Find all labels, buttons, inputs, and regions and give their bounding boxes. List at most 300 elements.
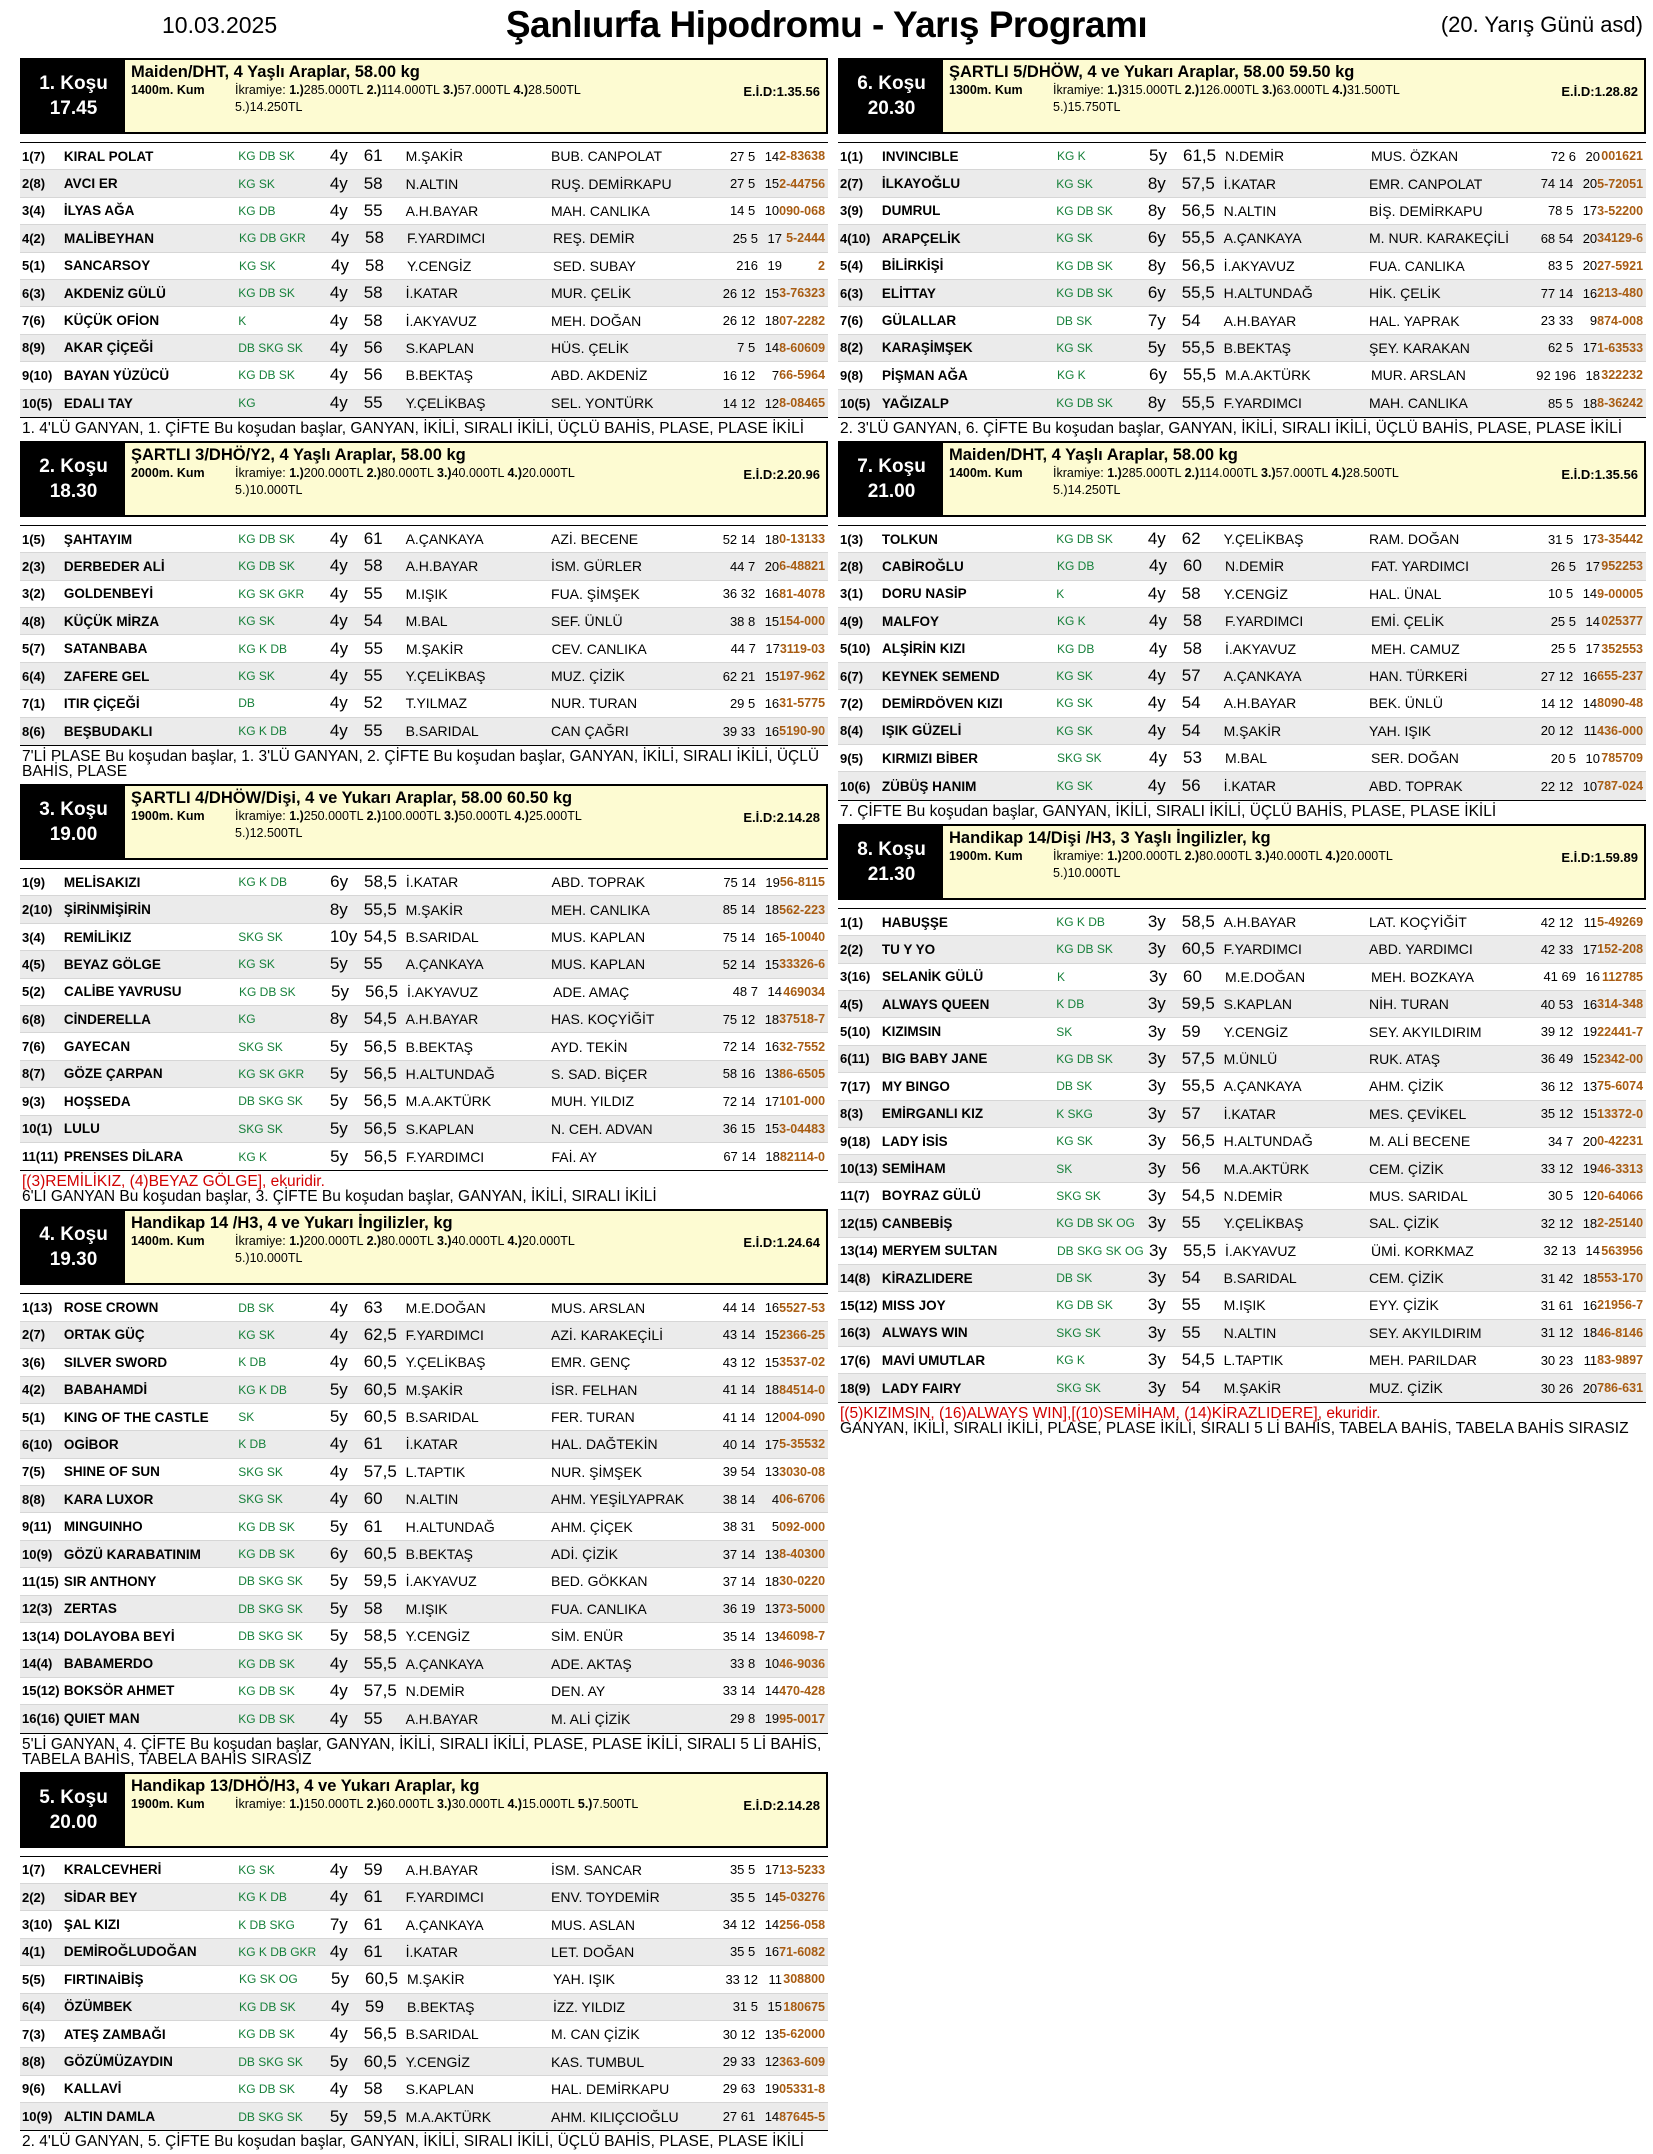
race-info xyxy=(125,1211,826,1283)
race-record: E.İ.D:2.14.28 xyxy=(743,1797,820,1813)
race-block xyxy=(20,1772,828,2153)
weight: 56,5 xyxy=(363,1063,397,1083)
weight: 54,5 xyxy=(1181,1185,1215,1205)
prize-rank: 3.) xyxy=(437,465,452,480)
equipment: DB SKG SK xyxy=(238,340,303,355)
jockey: L.TAPTIK xyxy=(405,1463,466,1480)
jockey: M.ÜNLÜ xyxy=(1223,1050,1278,1067)
program-number: 9(5) xyxy=(840,750,864,766)
form-code: 73-5000 xyxy=(779,1601,826,1616)
form-code: 8-40300 xyxy=(779,1547,826,1562)
horse-name: MALİBEYHAN xyxy=(64,230,154,246)
weight: 57,5 xyxy=(363,1461,397,1481)
kgs-value: 14 xyxy=(1585,1243,1600,1259)
runner-row xyxy=(20,1541,828,1568)
age: 4y xyxy=(1147,529,1166,549)
prize-amount: 200.000TL xyxy=(303,465,367,480)
start-stats: 67 14 xyxy=(723,1149,756,1165)
weight: 60,5 xyxy=(363,1544,397,1564)
form-code: 352553 xyxy=(1601,641,1643,656)
trainer: ABD. TOPRAK xyxy=(1369,778,1463,795)
kgs-value: 20 xyxy=(1585,148,1600,164)
equipment: SKG SK xyxy=(1056,1188,1101,1203)
form-code: 470-428 xyxy=(779,1683,826,1698)
horse-name: GÖZÜ KARABATINIM xyxy=(63,1546,201,1562)
jockey: S.KAPLAN xyxy=(405,339,475,356)
weight: 60 xyxy=(1183,966,1202,986)
equipment: KG DB SK xyxy=(1056,396,1113,411)
jockey: İ.KATAR xyxy=(405,1436,458,1453)
program-number: 1(1) xyxy=(840,914,864,930)
jockey: Y.CENGİZ xyxy=(405,2053,470,2070)
runner-row xyxy=(838,1128,1646,1155)
program-number: 10(1) xyxy=(22,1121,53,1137)
ekuri-note: [(3)REMİLİKIZ, (4)BEYAZ GÖLGE], ekuridir. xyxy=(22,1173,325,1191)
program-date: 10.03.2025 xyxy=(162,12,278,38)
form-code: 314-348 xyxy=(1597,997,1644,1012)
prize-rank: 4.) xyxy=(513,83,529,97)
prize-line-2: 5.)14.250TL xyxy=(1053,482,1121,497)
age: 4y xyxy=(330,638,349,658)
horse-name: KÜÇÜK OFİON xyxy=(63,313,160,329)
jockey: M.A.AKTÜRK xyxy=(405,1093,492,1110)
weight: 56,5 xyxy=(363,1091,397,1111)
horse-name: LADY FAIRY xyxy=(881,1380,962,1396)
bet-note: 5'Lİ GANYAN, 4. ÇİFTE Bu koşudan başlar, GANYAN, İKİLİ, SIRALI İKİLİ, PLASE, PLASE İKİLİ, SIRALI 5 Lİ BAHİS, TABELA BAHİS, TABELA BAHİS SIRASIZ xyxy=(22,1735,822,1768)
race-time: 18.30 xyxy=(49,480,98,502)
age: 8y xyxy=(1147,200,1166,220)
race-notes xyxy=(838,1403,1646,1439)
age: 5y xyxy=(329,1036,348,1056)
runner-row xyxy=(20,253,828,280)
start-stats: 75 14 xyxy=(723,874,756,890)
program-number: 8(8) xyxy=(22,2054,46,2069)
equipment: KG SK GKR xyxy=(238,1066,305,1081)
start-stats: 77 14 xyxy=(1540,285,1574,301)
program-number: 4(5) xyxy=(840,996,864,1012)
runner-row xyxy=(20,1431,828,1458)
weight: 58 xyxy=(1183,638,1202,658)
age: 4y xyxy=(329,693,348,713)
horse-name: ŞİRİNMİŞİRİN xyxy=(63,902,151,918)
trainer: DEN. AY xyxy=(551,1682,606,1699)
age: 3y xyxy=(1147,1021,1166,1041)
horse-name: HABUŞŞE xyxy=(881,914,948,930)
runner-row xyxy=(20,924,828,951)
form-code: 3-04483 xyxy=(779,1121,826,1136)
runner-row xyxy=(20,1623,828,1650)
weight: 53 xyxy=(1183,748,1202,768)
equipment: SK xyxy=(1056,1161,1073,1176)
kgs-value: 16 xyxy=(1582,285,1598,301)
weight: 56 xyxy=(1181,1158,1201,1178)
jockey: A.ÇANKAYA xyxy=(405,1916,484,1933)
prize-line-2: 5.)10.000TL xyxy=(1053,865,1121,880)
age: 4y xyxy=(1147,666,1166,686)
trainer: MUS. ÖZKAN xyxy=(1371,148,1459,165)
age: 4y xyxy=(329,1489,348,1509)
weight: 56 xyxy=(363,337,383,357)
jockey: M.A.AKTÜRK xyxy=(405,2108,492,2125)
race-header xyxy=(838,824,1646,900)
runner-row xyxy=(838,1101,1646,1128)
start-stats: 43 14 xyxy=(722,1327,756,1343)
prize-amount: 40.000TL xyxy=(451,465,508,480)
trainer: ADE. AMAÇ xyxy=(553,983,630,1000)
program-number: 12(15) xyxy=(840,1215,878,1231)
form-code: 33326-6 xyxy=(779,957,826,972)
weight: 60,5 xyxy=(363,1379,397,1399)
prize-line-2: 5.)15.750TL xyxy=(1053,100,1121,114)
weight: 55 xyxy=(1181,1213,1201,1233)
kgs-value: 20 xyxy=(1582,230,1598,246)
equipment: KG SK xyxy=(238,957,275,972)
trainer: MEH. DOĞAN xyxy=(551,312,642,329)
jockey: B.BEKTAŞ xyxy=(405,1546,473,1563)
age: 5y xyxy=(1147,337,1166,357)
program-number: 2(7) xyxy=(22,1327,46,1343)
runner-table xyxy=(20,1856,828,2132)
horse-name: LADY İSİS xyxy=(881,1133,948,1149)
runner-row xyxy=(838,718,1646,745)
prize-label: İkramiye: xyxy=(1053,848,1104,863)
jockey: M.A.AKTÜRK xyxy=(1223,1160,1310,1177)
equipment: KG SK xyxy=(1056,1134,1093,1149)
race-block xyxy=(20,58,828,439)
program-number: 7(1) xyxy=(22,695,46,711)
trainer: ENV. TOYDEMİR xyxy=(551,1889,660,1906)
start-stats: 44 7 xyxy=(729,558,756,574)
form-code: 82114-0 xyxy=(779,1149,825,1164)
jockey: N.DEMİR xyxy=(405,1682,465,1699)
kgs-value: 16 xyxy=(1582,668,1598,684)
form-code: 34129-6 xyxy=(1597,231,1644,246)
age: 8y xyxy=(1147,173,1166,193)
trainer: HAL. YAPRAK xyxy=(1369,312,1460,329)
prize-amount: 80.000TL xyxy=(381,1234,437,1249)
prize-amount: 15.000TL xyxy=(522,1796,578,1811)
equipment: KG K xyxy=(1057,614,1086,629)
runner-row xyxy=(838,143,1646,170)
kgs-value: 17 xyxy=(1585,558,1600,574)
horse-name: AVCI ER xyxy=(63,176,118,192)
runner-row xyxy=(20,951,828,978)
kgs-value: 10 xyxy=(764,203,780,219)
age: 8y xyxy=(1147,393,1166,413)
start-stats: 27 5 xyxy=(729,176,756,192)
trainer: İSM. GÜRLER xyxy=(551,558,643,575)
form-code: 0-13133 xyxy=(779,532,826,547)
kgs-value: 20 xyxy=(1582,258,1598,274)
equipment: KG SK xyxy=(1056,723,1093,738)
horse-name: ZERTAS xyxy=(63,1601,117,1617)
start-stats: 83 5 xyxy=(1547,258,1574,274)
race-number: 6. Koşu xyxy=(857,73,926,94)
horse-name: ALŞİRİN KIZI xyxy=(882,641,966,657)
trainer: N. CEH. ADVAN xyxy=(551,1120,653,1137)
jockey: M.ŞAKİR xyxy=(407,1971,465,1988)
trainer: FAT. YARDIMCI xyxy=(1371,558,1470,575)
start-stats: 26 5 xyxy=(1550,558,1576,574)
runner-row xyxy=(20,635,828,662)
age: 5y xyxy=(329,954,348,974)
runner-row xyxy=(20,608,828,635)
race-header xyxy=(20,441,828,517)
runner-row xyxy=(838,1155,1646,1182)
race-distance: 1900m. Kum xyxy=(949,848,1023,863)
runner-row xyxy=(838,663,1646,690)
jockey: S.KAPLAN xyxy=(405,2080,475,2097)
form-code: 5-03276 xyxy=(779,1890,826,1905)
age: 4y xyxy=(329,1859,348,1879)
bet-note: 2. 3'LÜ GANYAN, 6. ÇİFTE Bu koşudan başlar, GANYAN, İKİLİ, SIRALI İKİLİ, ÜÇLÜ BAHİS, PLASE, PLASE İKİLİ xyxy=(840,419,1623,437)
kgs-value: 15 xyxy=(1582,1051,1598,1067)
start-stats: 41 69 xyxy=(1543,969,1576,985)
runner-row xyxy=(838,1347,1646,1374)
jockey: B.BEKTAŞ xyxy=(407,1998,475,2015)
race-distance: 1400m. Kum xyxy=(131,1234,205,1249)
form-code: 5527-53 xyxy=(779,1300,826,1315)
equipment: K xyxy=(1057,969,1066,984)
runner-table xyxy=(20,868,828,1171)
program-number: 9(10) xyxy=(22,367,53,383)
trainer: ŞEY. KARAKAN xyxy=(1369,339,1470,356)
runner-row xyxy=(838,526,1646,553)
runner-row xyxy=(20,362,828,389)
trainer: EMR. GENÇ xyxy=(551,1354,631,1371)
start-stats: 30 12 xyxy=(722,2026,756,2042)
equipment: KG xyxy=(238,1012,256,1027)
program-number: 1(9) xyxy=(22,874,46,890)
form-code: 004-090 xyxy=(779,1410,826,1425)
race-distance: 1400m. Kum xyxy=(949,465,1023,480)
race-header xyxy=(838,441,1646,517)
horse-name: KİRAZLIDERE xyxy=(881,1270,973,1286)
start-stats: 34 7 xyxy=(1547,1133,1574,1149)
kgs-value: 18 xyxy=(1582,395,1598,411)
jockey: İ.KATAR xyxy=(1223,1105,1276,1122)
form-code: 090-068 xyxy=(779,203,826,218)
race-info xyxy=(943,60,1644,132)
equipment: KG DB xyxy=(238,203,276,218)
program-number: 10(5) xyxy=(840,395,871,411)
weight: 56,5 xyxy=(364,1146,398,1166)
program-number: 4(2) xyxy=(22,1382,46,1398)
program-number: 8(2) xyxy=(840,340,864,356)
age: 3y xyxy=(1147,1350,1166,1370)
jockey: B.SARIDAL xyxy=(405,723,479,740)
jockey: N.ALTIN xyxy=(405,1491,459,1508)
horse-name: KARA LUXOR xyxy=(63,1491,154,1507)
race-block xyxy=(838,441,1646,822)
form-code: 2-25140 xyxy=(1597,1216,1644,1231)
jockey: A.ÇANKAYA xyxy=(405,956,484,973)
program-number: 6(10) xyxy=(22,1436,53,1452)
prize-label: İkramiye: xyxy=(235,465,286,480)
trainer: HAN. TÜRKERİ xyxy=(1369,668,1468,685)
race-prizes xyxy=(949,848,1638,865)
trainer: M. NUR. KARAKEÇİLİ xyxy=(1369,230,1510,247)
kgs-value: 15 xyxy=(764,176,780,192)
race-info xyxy=(943,443,1644,515)
horse-name: SATANBABA xyxy=(63,641,148,657)
kgs-value: 18 xyxy=(765,1149,780,1165)
age: 4y xyxy=(329,1680,348,1700)
horse-name: ELİTTAY xyxy=(881,285,936,301)
trainer: MES. ÇEVİKEL xyxy=(1369,1105,1467,1122)
age: 4y xyxy=(329,146,348,166)
start-stats: 75 12 xyxy=(722,1011,756,1027)
kgs-value: 11 xyxy=(1583,1352,1598,1368)
age: 4y xyxy=(329,2078,348,2098)
horse-name: BOKSÖR AHMET xyxy=(63,1683,175,1699)
horse-name: MALFOY xyxy=(882,613,939,629)
weight: 61 xyxy=(363,1516,383,1536)
form-code: 0-64066 xyxy=(1597,1188,1644,1203)
equipment: SKG SK xyxy=(238,930,283,944)
runner-row xyxy=(838,1018,1646,1045)
kgs-value: 10 xyxy=(764,1656,780,1672)
runner-row xyxy=(20,1088,828,1115)
program-number: 9(6) xyxy=(22,2081,46,2097)
race-number: 7. Koşu xyxy=(857,455,926,477)
horse-name: BİLİRKİŞİ xyxy=(881,258,944,274)
form-code: 655-237 xyxy=(1597,669,1644,684)
bet-note: 1. 4'LÜ GANYAN, 1. ÇİFTE Bu koşudan başlar, GANYAN, İKİLİ, SIRALI İKİLİ, ÜÇLÜ BAHİS, PLASE, PLASE İKİLİ xyxy=(22,419,805,437)
horse-name: MAVİ UMUTLAR xyxy=(881,1352,986,1368)
runner-row xyxy=(838,1046,1646,1073)
equipment: DB SK xyxy=(1056,1271,1093,1286)
age: 4y xyxy=(329,1352,348,1372)
runner-row xyxy=(20,1857,828,1884)
horse-name: DUMRUL xyxy=(881,203,941,219)
weight: 60,5 xyxy=(363,1407,397,1427)
start-stats: 72 14 xyxy=(722,1093,756,1109)
jockey: B.SARIDAL xyxy=(405,1409,479,1426)
jockey: İ.AKYAVUZ xyxy=(405,312,477,329)
age: 4y xyxy=(329,337,348,357)
program-number: 9(3) xyxy=(22,1093,46,1109)
start-stats: 39 12 xyxy=(1540,1024,1574,1040)
runner-row xyxy=(838,991,1646,1018)
form-code: 21956-7 xyxy=(1597,1298,1644,1313)
start-stats: 32 12 xyxy=(1540,1215,1574,1231)
race-notes xyxy=(20,418,828,439)
prize-amount: 150.000TL xyxy=(303,1796,367,1811)
jockey: M.ŞAKİR xyxy=(1223,1380,1282,1397)
kgs-value: 19 xyxy=(764,2081,780,2097)
kgs-value: 16 xyxy=(764,586,780,602)
bet-note: 7. ÇİFTE Bu koşudan başlar, GANYAN, İKİLİ, SIRALI İKİLİ, ÜÇLÜ BAHİS, PLASE, PLASE İKİLİ xyxy=(840,802,1497,820)
trainer: AZİ. BECENE xyxy=(551,531,639,548)
jockey: A.H.BAYAR xyxy=(405,202,479,219)
trainer: RUŞ. DEMİRKAPU xyxy=(551,175,672,192)
jockey: H.ALTUNDAĞ xyxy=(1223,1133,1313,1150)
start-stats: 39 33 xyxy=(722,723,756,739)
trainer: ABD. YARDIMCI xyxy=(1369,941,1473,958)
trainer: SER. DOĞAN xyxy=(1371,750,1459,767)
runner-row xyxy=(20,663,828,690)
kgs-value: 20 xyxy=(764,558,780,574)
form-code: 06-6706 xyxy=(779,1492,826,1507)
kgs-value: 17 xyxy=(1585,641,1600,657)
age: 4y xyxy=(331,228,349,248)
prize-amount: 7.500TL xyxy=(592,1796,639,1811)
trainer: NİH. TURAN xyxy=(1369,996,1449,1013)
runner-row xyxy=(838,390,1646,417)
jockey: M.ŞAKİR xyxy=(405,901,464,918)
runner-row xyxy=(838,307,1646,334)
race-record: E.İ.D:1.24.64 xyxy=(743,1235,820,1251)
kgs-value: 14 xyxy=(767,984,782,1000)
jockey: A.ÇANKAYA xyxy=(1223,1078,1302,1095)
trainer: BİŞ. DEMİRKAPU xyxy=(1369,202,1483,219)
start-stats: 22 12 xyxy=(1540,778,1574,794)
form-code: 2366-25 xyxy=(779,1327,826,1342)
horse-name: AKDENİZ GÜLÜ xyxy=(63,285,166,301)
start-stats: 40 14 xyxy=(722,1436,756,1452)
form-code: 180675 xyxy=(783,1999,825,2014)
kgs-value: 13 xyxy=(1582,1078,1598,1094)
program-number: 9(11) xyxy=(22,1519,52,1535)
form-code: 75-6074 xyxy=(1597,1079,1644,1094)
race-number: 2. Koşu xyxy=(39,455,108,477)
jockey: A.ÇANKAYA xyxy=(1223,230,1302,247)
horse-name: AKAR ÇİÇEĞİ xyxy=(63,340,154,356)
age: 4y xyxy=(331,255,349,275)
kgs-value: 20 xyxy=(1582,1133,1598,1149)
program-number: 6(3) xyxy=(22,285,46,301)
trainer: RAM. DOĞAN xyxy=(1369,531,1460,548)
age: 4y xyxy=(329,721,348,741)
horse-name: SELANİK GÜLÜ xyxy=(882,969,984,985)
form-code: 46098-7 xyxy=(779,1629,826,1644)
program-number: 9(8) xyxy=(840,367,864,383)
runner-row xyxy=(20,581,828,608)
program-number: 13(14) xyxy=(22,1628,60,1644)
age: 6y xyxy=(1149,365,1167,385)
horse-name: KALLAVİ xyxy=(63,2081,122,2097)
age: 8y xyxy=(329,899,348,919)
kgs-value: 14 xyxy=(1582,586,1598,602)
kgs-value: 15 xyxy=(764,613,780,629)
runner-row xyxy=(20,1939,828,1966)
runner-row xyxy=(838,280,1646,307)
kgs-value: 19 xyxy=(1582,1024,1598,1040)
equipment: DB xyxy=(238,696,255,711)
age: 3y xyxy=(1147,1131,1166,1151)
program-number: 7(3) xyxy=(22,2026,46,2042)
equipment: KG SK xyxy=(1056,340,1093,355)
prize-amount: 60.000TL xyxy=(381,1796,437,1811)
jockey: M.E.DOĞAN xyxy=(1225,968,1306,985)
start-stats: 7 5 xyxy=(737,340,756,356)
race-notes xyxy=(20,746,828,782)
form-code: 001621 xyxy=(1601,149,1643,164)
prize-rank: 2.) xyxy=(1184,465,1200,480)
program-number: 12(3) xyxy=(22,1601,53,1617)
race-condition: ŞARTLI 5/DHÖW, 4 ve Yukarı Araplar, 58.00 59.50 kg xyxy=(949,63,1355,81)
horse-name: INVINCIBLE xyxy=(882,148,959,164)
form-code: 9-00005 xyxy=(1597,586,1644,601)
prize-rank: 4.) xyxy=(1332,83,1347,97)
kgs-value: 16 xyxy=(1585,969,1600,985)
prize-list xyxy=(289,83,581,97)
form-code: 56-8115 xyxy=(779,875,825,890)
form-code: 8-36242 xyxy=(1597,396,1644,411)
trainer: SEY. AKYILDIRIM xyxy=(1369,1324,1482,1341)
start-stats: 14 5 xyxy=(729,203,756,219)
